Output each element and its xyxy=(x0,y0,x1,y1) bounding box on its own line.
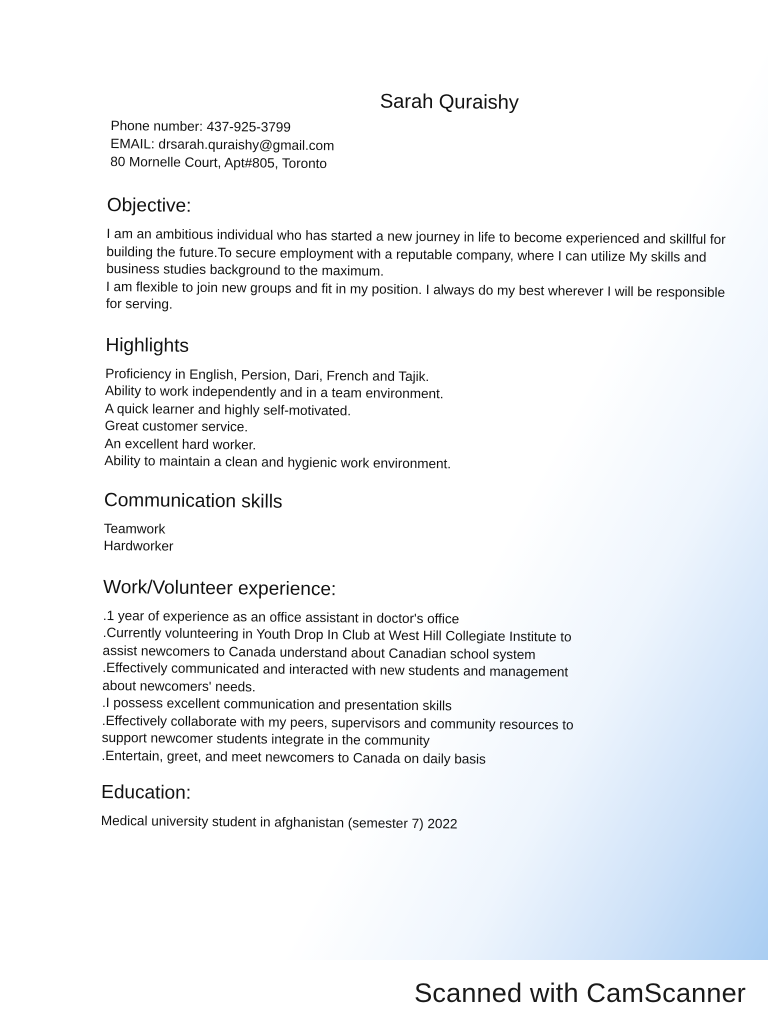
objective-section xyxy=(106,195,737,319)
objective-paragraph: I am flexible to join new groups and fit in my position. I always do my best wherever I will be responsible for serving. xyxy=(105,278,726,312)
communication-section xyxy=(104,489,735,560)
highlight-item: Ability to work independently and in a team environment. xyxy=(105,382,444,402)
objective-title: Objective: xyxy=(106,194,192,217)
highlight-item: Proficiency in English, Persion, Dari, French and Tajik. xyxy=(105,365,430,384)
work-line: .Entertain, greet, and meet newcomers to Canada on daily basis xyxy=(101,747,486,767)
objective-paragraph: I am an ambitious individual who has started a new journey in life to become experienced and skillful for building the future.To secure employment with a reputable company, where I can utilize My skills and business studies background to the maximum. xyxy=(106,225,726,279)
work-line: .1 year of experience as an office assistant in doctor's office xyxy=(102,607,460,626)
education-item: Medical university student in afghanistan (semester 7) 2022 xyxy=(100,812,458,832)
resume-content xyxy=(101,88,738,836)
work-line: .Effectively communicated and interacted with new students and management xyxy=(102,659,569,680)
work-line: .Effectively collaborate with my peers, supervisors and community resources to xyxy=(101,712,574,732)
work-title: Work/Volunteer experience: xyxy=(103,576,337,600)
highlights-title: Highlights xyxy=(105,334,190,357)
street-address: 80 Mornelle Court, Apt#805, Toronto xyxy=(110,154,327,172)
highlight-item: Ability to maintain a clean and hygienic work environment. xyxy=(104,452,452,472)
highlights-section xyxy=(104,334,735,475)
skill-item: Teamwork xyxy=(103,520,166,537)
work-line: about newcomers' needs. xyxy=(102,677,256,694)
highlight-item: An excellent hard worker. xyxy=(104,435,257,452)
education-section xyxy=(101,782,731,836)
skill-item: Hardworker xyxy=(103,537,174,554)
highlight-item: A quick learner and highly self-motivated. xyxy=(104,400,352,418)
communication-title: Communication skills xyxy=(103,489,283,513)
resume-name: Sarah Quraishy xyxy=(379,90,519,114)
camscanner-watermark: Scanned with CamScanner xyxy=(414,978,746,1008)
work-line: support newcomer students integrate in the community xyxy=(101,729,430,749)
email-address: EMAIL: drsarah.quraishy@gmail.com xyxy=(110,136,335,154)
education-title: Education: xyxy=(101,781,192,804)
work-line: .I possess excellent communication and presentation skills xyxy=(102,694,452,714)
work-line: .Currently volunteering in Youth Drop In Club at West Hill Collegiate Institute to xyxy=(102,624,572,645)
phone-number: Phone number: 437-925-3799 xyxy=(110,118,291,135)
work-line: assist newcomers to Canada understand about Canadian school system xyxy=(102,642,536,662)
highlight-item: Great customer service. xyxy=(104,417,249,435)
work-section xyxy=(102,576,734,770)
